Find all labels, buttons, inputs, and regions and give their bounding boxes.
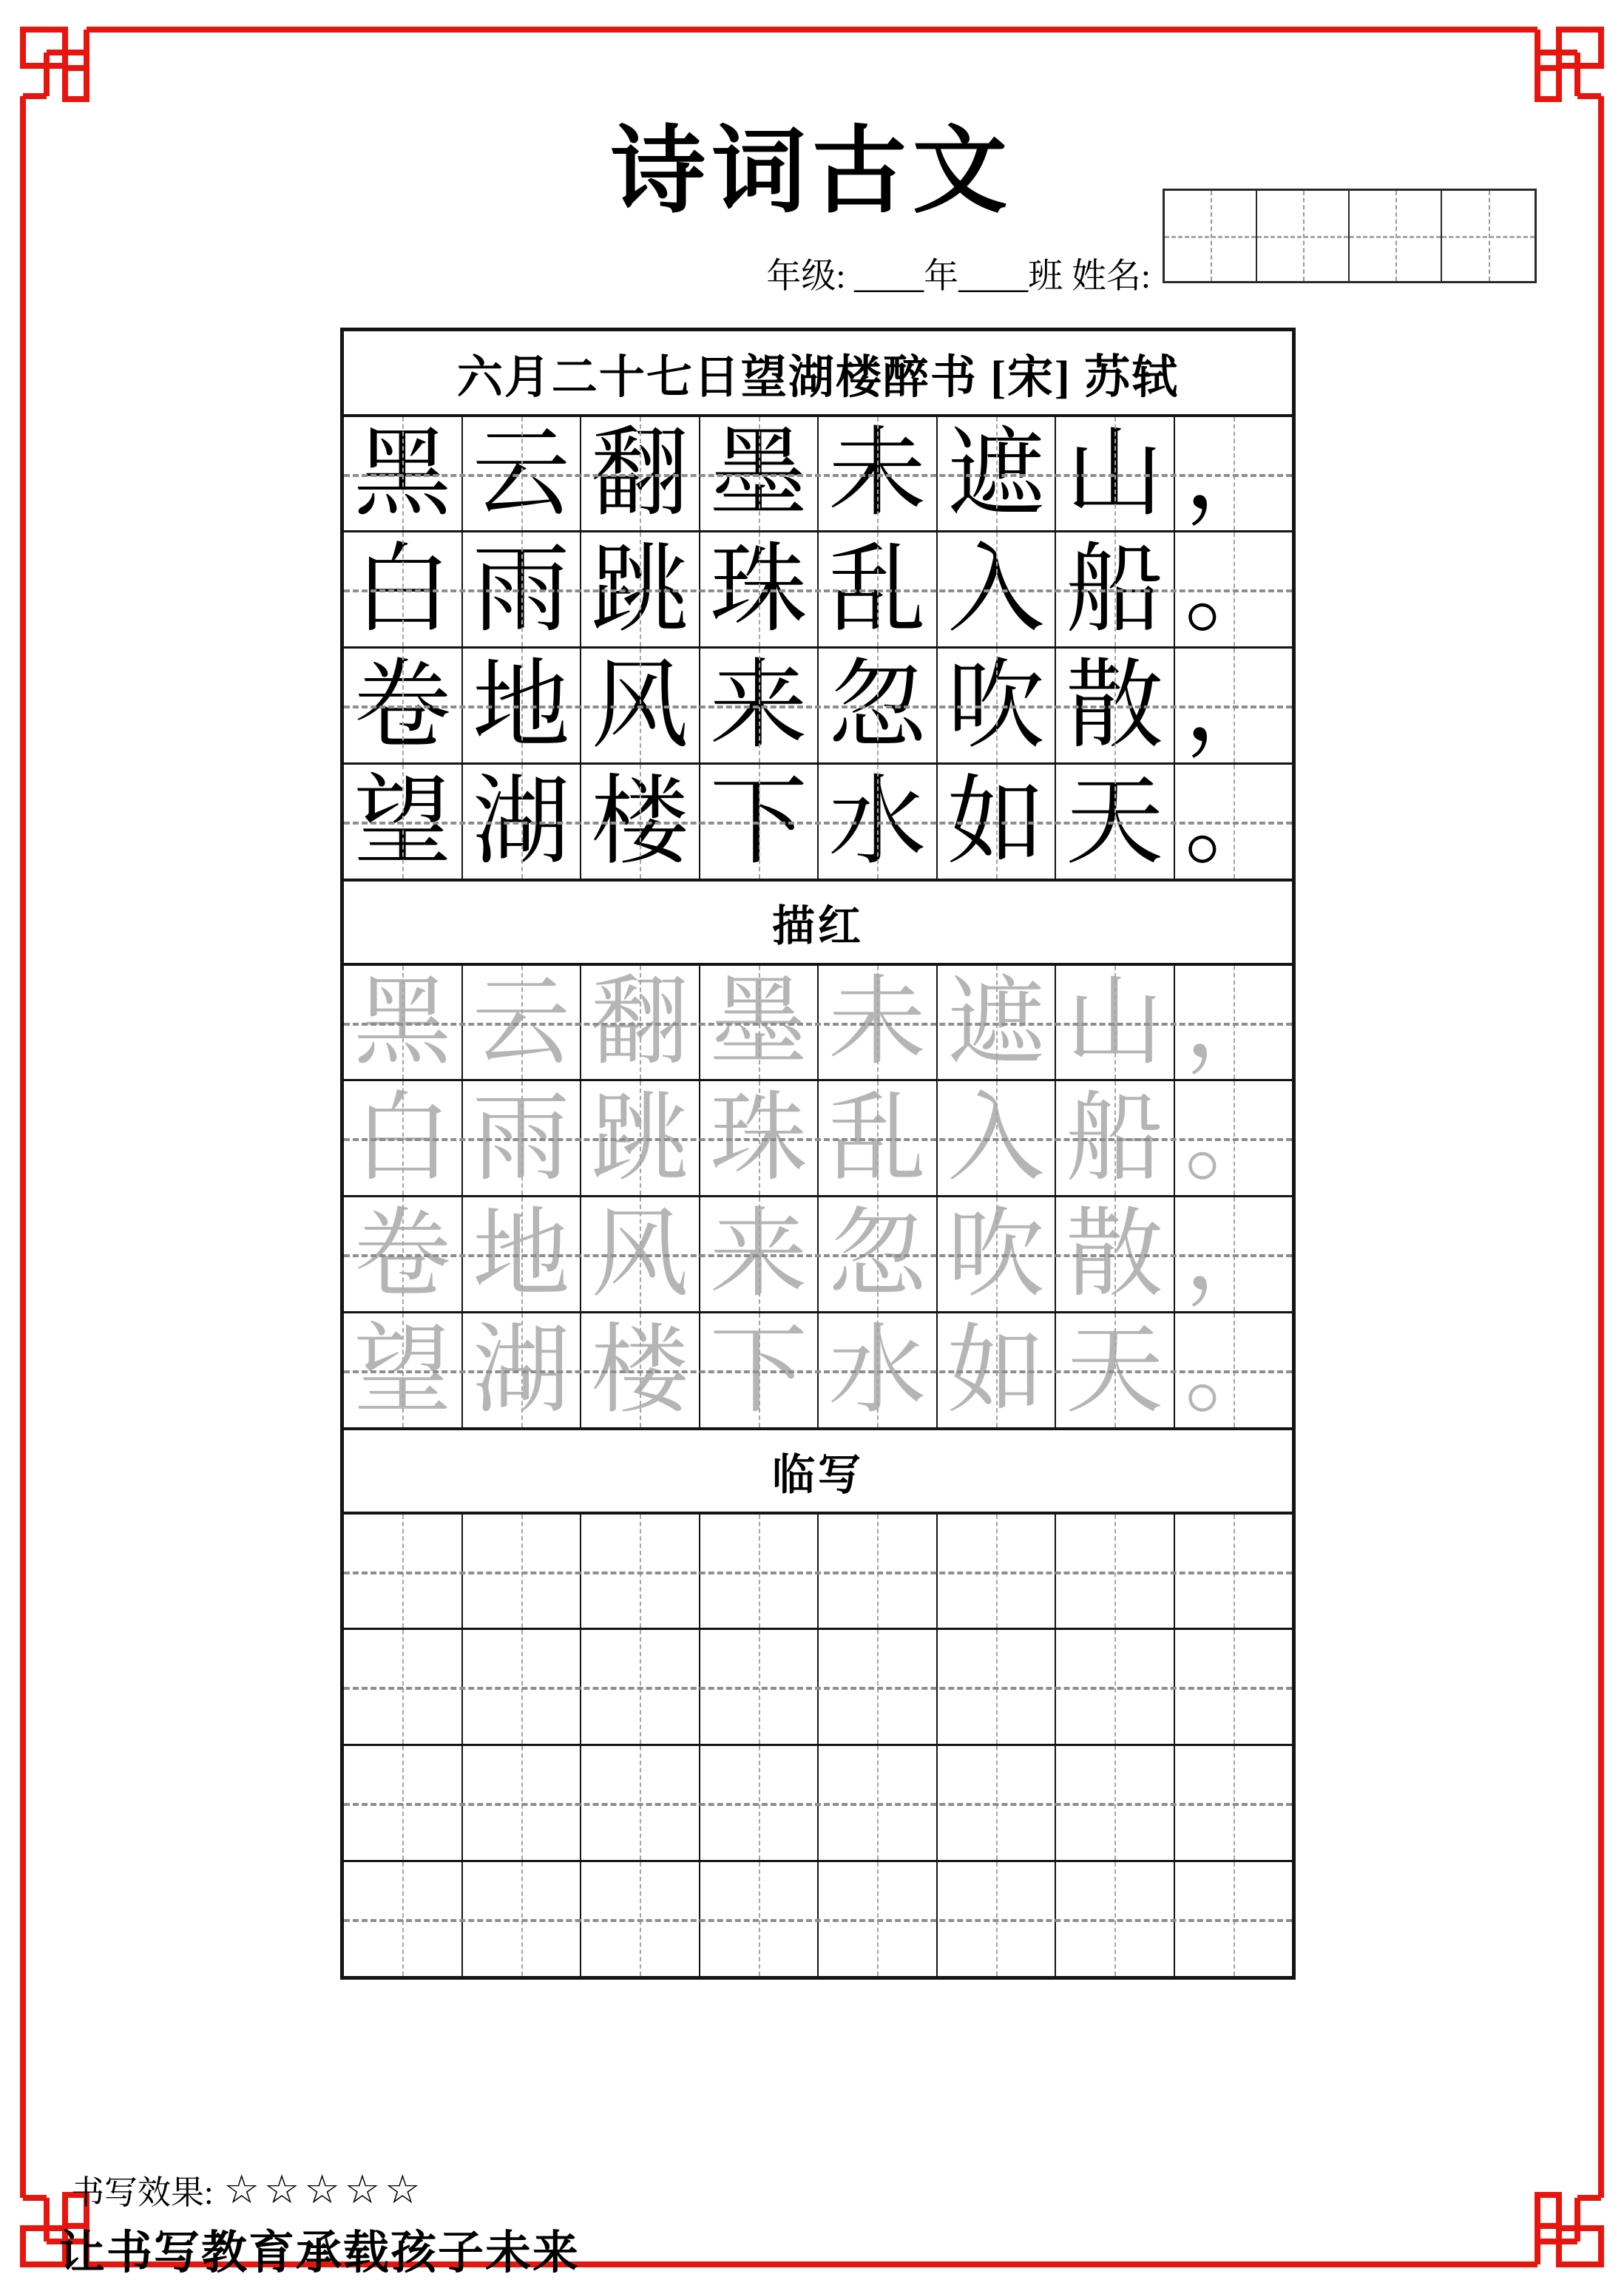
ink-char-cell: 卷 — [344, 649, 463, 762]
trace-char-cell: 望 — [344, 1313, 463, 1427]
ink-char-cell: 来 — [700, 649, 819, 762]
ink-char-cell: 。 — [1175, 765, 1293, 879]
trace-char-cell: 水 — [819, 1313, 938, 1427]
trace-char-cell: 跳 — [581, 1081, 700, 1195]
trace-char-cell: 未 — [819, 966, 938, 1079]
trace-char-cell: ， — [1175, 1197, 1293, 1311]
blank-cell — [463, 1862, 582, 1976]
blank-cell — [463, 1746, 582, 1860]
trace-char-cell: 乱 — [819, 1081, 938, 1195]
trace-char-cell: 云 — [463, 966, 582, 1079]
trace-char-cell: 吹 — [938, 1197, 1057, 1311]
trace-char-cell: 地 — [463, 1197, 582, 1311]
blank-cell — [463, 1630, 582, 1744]
ink-char-cell: 山 — [1056, 417, 1175, 530]
name-grid-cell — [1165, 191, 1257, 281]
ink-char-cell: 雨 — [463, 532, 582, 646]
blank-cell — [581, 1862, 700, 1976]
ink-char-cell: 未 — [819, 417, 938, 530]
ink-char-cell: 天 — [1056, 765, 1175, 879]
blank-cell — [819, 1630, 938, 1744]
trace-char-cell: ， — [1175, 966, 1293, 1079]
blank-cell — [581, 1630, 700, 1744]
ink-char-cell: 翻 — [581, 417, 700, 530]
ink-char-cell: 地 — [463, 649, 582, 762]
blank-cell — [463, 1515, 582, 1628]
name-grid-cell — [1257, 191, 1350, 281]
trace-char-cell: 入 — [938, 1081, 1057, 1195]
trace-char-cell: 如 — [938, 1313, 1057, 1427]
ink-char-cell: 跳 — [581, 532, 700, 646]
blank-cell — [938, 1746, 1057, 1860]
blank-cell — [1175, 1746, 1293, 1860]
grade-name-line: 年级: ____年____班 姓名: — [766, 257, 1151, 296]
trace-char-cell: 卷 — [344, 1197, 463, 1311]
blank-practice-row — [344, 1512, 1292, 1628]
corner-knot-bottom-right — [1537, 2195, 1601, 2264]
ink-poem-row — [344, 646, 1292, 762]
trace-char-cell: 。 — [1175, 1313, 1293, 1427]
ink-char-cell: 下 — [700, 765, 819, 879]
poem-title: 六月二十七日望湖楼醉书 [宋] 苏轼 — [456, 352, 1180, 403]
blank-cell — [938, 1515, 1057, 1628]
trace-section-header: 描红 — [344, 879, 1292, 963]
trace-char-cell: 雨 — [463, 1081, 582, 1195]
trace-char-cell: 遮 — [938, 966, 1057, 1079]
blank-cell — [700, 1862, 819, 1976]
blank-cell — [344, 1746, 463, 1860]
trace-char-cell: 。 — [1175, 1081, 1293, 1195]
blank-cell — [1056, 1630, 1175, 1744]
trace-char-cell: 忽 — [819, 1197, 938, 1311]
blank-cell — [700, 1515, 819, 1628]
trace-poem-row — [344, 963, 1292, 1079]
trace-poem-row — [344, 1195, 1292, 1311]
ink-poem-row — [344, 530, 1292, 646]
trace-char-cell: 翻 — [581, 966, 700, 1079]
ink-char-cell: 吹 — [938, 649, 1057, 762]
trace-poem-row — [344, 1079, 1292, 1195]
trace-char-cell: 白 — [344, 1081, 463, 1195]
blank-cell — [344, 1630, 463, 1744]
trace-char-cell: 黑 — [344, 966, 463, 1079]
rating-stars-icon: ☆☆☆☆☆ — [223, 2167, 425, 2212]
blank-cell — [819, 1515, 938, 1628]
ink-char-cell: 遮 — [938, 417, 1057, 530]
ink-char-cell: 湖 — [463, 765, 582, 879]
blank-practice-row — [344, 1860, 1292, 1976]
blank-cell — [1056, 1862, 1175, 1976]
ink-char-cell: 白 — [344, 532, 463, 646]
ink-char-cell: 珠 — [700, 532, 819, 646]
ink-poem-row — [344, 414, 1292, 530]
trace-char-cell: 风 — [581, 1197, 700, 1311]
trace-char-cell: 散 — [1056, 1197, 1175, 1311]
blank-cell — [344, 1515, 463, 1628]
blank-cell — [938, 1630, 1057, 1744]
trace-char-cell: 船 — [1056, 1081, 1175, 1195]
rating-label: 书写效果: — [71, 2174, 214, 2211]
ink-char-cell: 黑 — [344, 417, 463, 530]
blank-cell — [1056, 1515, 1175, 1628]
blank-cell — [344, 1862, 463, 1976]
trace-char-cell: 下 — [700, 1313, 819, 1427]
blank-cell — [581, 1515, 700, 1628]
trace-char-cell: 珠 — [700, 1081, 819, 1195]
ink-poem-row — [344, 762, 1292, 879]
trace-char-cell: 天 — [1056, 1313, 1175, 1427]
rating-line — [71, 2165, 425, 2213]
blank-cell — [1056, 1746, 1175, 1860]
ink-char-cell: 如 — [938, 765, 1057, 879]
blank-cell — [1175, 1862, 1293, 1976]
ink-char-cell: 乱 — [819, 532, 938, 646]
name-grid-cell — [1350, 191, 1442, 281]
trace-poem-row — [344, 1311, 1292, 1427]
ink-char-cell: 船 — [1056, 532, 1175, 646]
blank-cell — [1175, 1515, 1293, 1628]
corner-knot-top-right — [1537, 30, 1601, 99]
name-grid-cell — [1442, 191, 1535, 281]
footer-slogan: 让书写教育承载孩子未来 — [59, 2228, 581, 2278]
corner-knot-top-left — [23, 30, 87, 99]
ink-char-cell: 忽 — [819, 649, 938, 762]
ink-char-cell: 。 — [1175, 532, 1293, 646]
blank-cell — [700, 1746, 819, 1860]
ink-char-cell: 墨 — [700, 417, 819, 530]
ink-char-cell: 风 — [581, 649, 700, 762]
ink-char-cell: 望 — [344, 765, 463, 879]
ink-char-cell: ， — [1175, 649, 1293, 762]
ink-char-cell: 入 — [938, 532, 1057, 646]
practice-table — [340, 328, 1296, 1980]
ink-char-cell: ， — [1175, 417, 1293, 530]
blank-cell — [938, 1862, 1057, 1976]
blank-practice-row — [344, 1744, 1292, 1860]
copy-section-header: 临写 — [344, 1427, 1292, 1512]
ink-char-cell: 水 — [819, 765, 938, 879]
trace-char-cell: 墨 — [700, 966, 819, 1079]
name-grid — [1163, 189, 1537, 283]
ink-char-cell: 云 — [463, 417, 582, 530]
blank-cell — [700, 1630, 819, 1744]
blank-cell — [819, 1862, 938, 1976]
trace-char-cell: 来 — [700, 1197, 819, 1311]
blank-cell — [1175, 1630, 1293, 1744]
blank-cell — [819, 1746, 938, 1860]
page-title: 诗词古文 — [610, 119, 1013, 224]
trace-char-cell: 楼 — [581, 1313, 700, 1427]
blank-practice-row — [344, 1628, 1292, 1744]
blank-cell — [581, 1746, 700, 1860]
poem-title-row — [344, 331, 1292, 414]
ink-char-cell: 散 — [1056, 649, 1175, 762]
trace-char-cell: 山 — [1056, 966, 1175, 1079]
trace-char-cell: 湖 — [463, 1313, 582, 1427]
ink-char-cell: 楼 — [581, 765, 700, 879]
